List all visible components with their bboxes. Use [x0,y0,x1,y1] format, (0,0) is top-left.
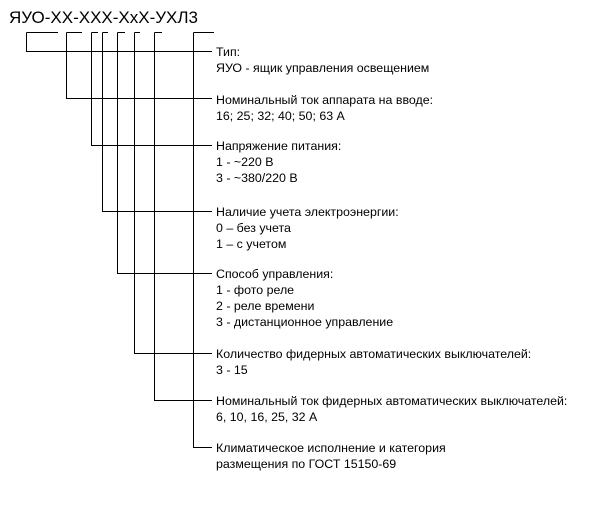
connector-input-current [67,33,213,99]
field-heading: Климатическое исполнение и категория [216,441,446,455]
field-metering [216,204,399,252]
field-input-current [216,92,433,124]
connector-feeder-count [135,33,213,354]
connector-lines [27,33,215,448]
field-heading: Номинальный ток аппарата на вводе: [216,93,434,107]
connector-type [27,33,213,52]
field-value: 6, 10, 16, 25, 32 А [216,410,318,424]
connector-control-method [118,33,213,274]
field-value: 3 - 15 [216,363,248,377]
field-heading: Количество фидерных автоматических выключателей: [216,347,532,361]
field-value: 3 - ~380/220 В [216,171,298,185]
field-feeder-count [216,346,531,378]
field-climate [216,440,446,472]
field-value: 16; 25; 32; 40; 50; 63 А [216,109,345,123]
field-value: 0 – без учета [216,221,291,235]
field-heading: Наличие учета электроэнергии: [216,205,399,219]
field-heading: Тип: [216,45,241,59]
field-control-method [216,266,393,330]
field-type [216,44,429,76]
product-code: ЯУО-ХХ-ХХХ-ХхХ-УХЛ3 [9,8,199,27]
field-heading: Способ управления: [216,267,334,281]
connector-metering [103,33,213,212]
field-value: 1 – с учетом [216,237,287,251]
field-supply-voltage [216,138,341,186]
field-value: 1 - ~220 В [216,155,274,169]
field-value: 1 - фото реле [216,283,295,297]
field-value: 3 - дистанционное управление [216,315,394,329]
field-feeder-current [216,393,567,425]
field-value: ЯУО - ящик управления освещением [216,61,430,75]
connector-feeder-current [155,33,213,401]
connector-climate [194,33,215,448]
field-heading: Номинальный ток фидерных автоматических выключателей: [216,394,568,408]
field-heading: Напряжение питания: [216,139,342,153]
field-value: 2 - реле времени [216,299,315,313]
field-value: размещения по ГОСТ 15150-69 [216,457,397,471]
